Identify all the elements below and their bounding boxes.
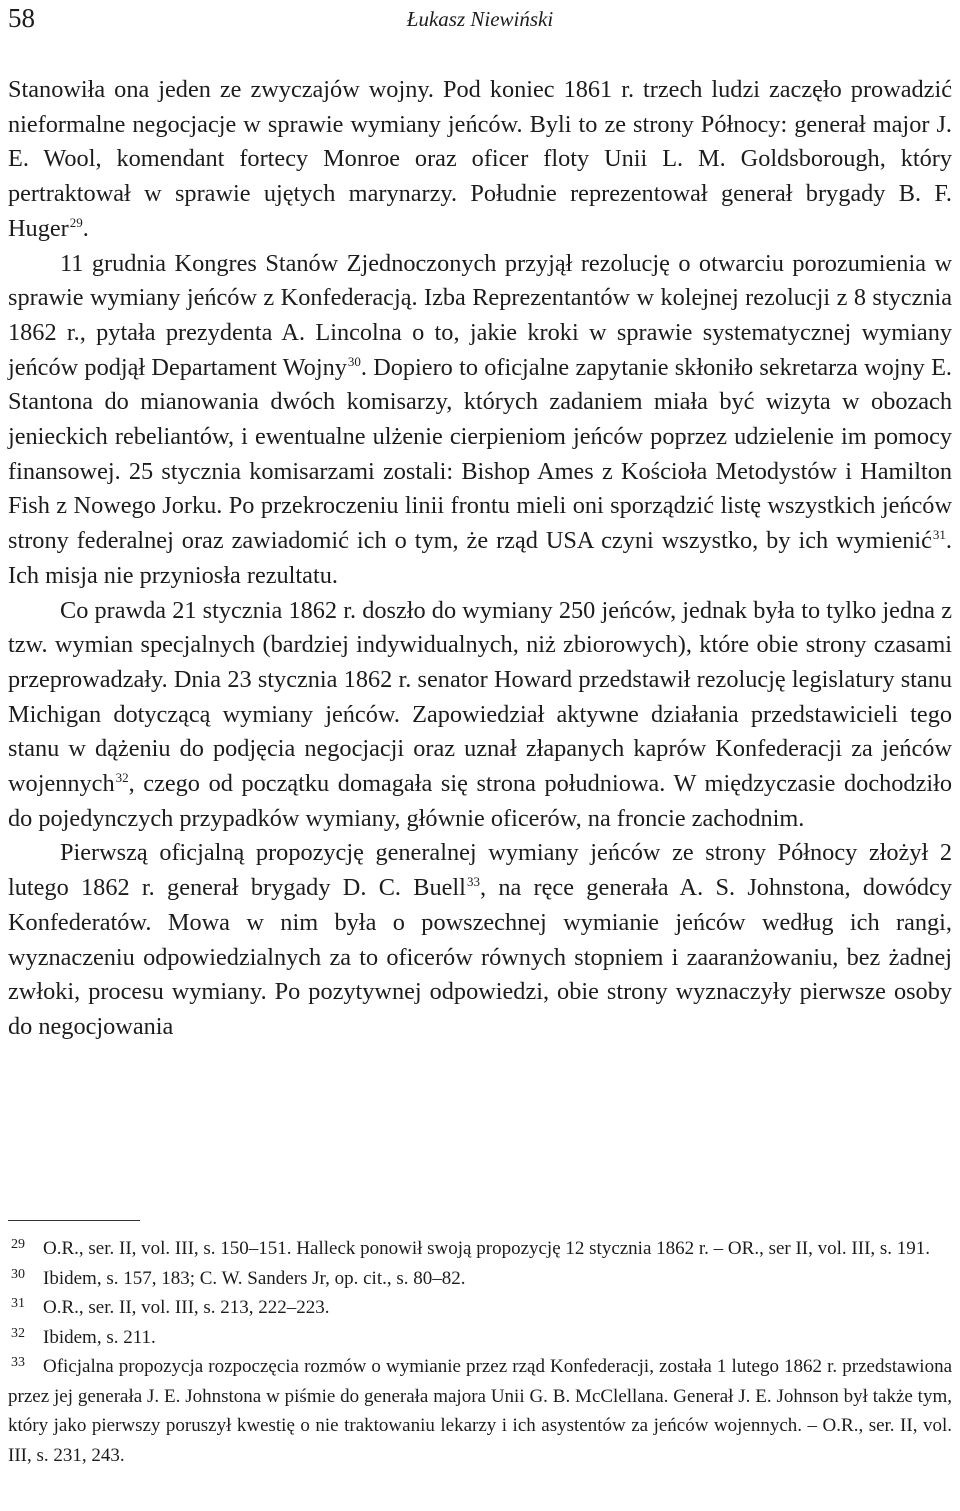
footnote-text: Ibidem, s. 211. (43, 1326, 156, 1348)
paragraph (8, 73, 952, 247)
page-header (8, 0, 952, 40)
text-run: Stanowiła ona jeden ze zwyczajów wojny. Pod koniec 1861 r. trzech ludzi zaczęło prowadzić nieformalne negocjacje w sprawie wymiany jeńców. Byli to ze strony Północy: generał major J. E. Wool, komendant fortecy Monroe oraz oficer floty Unii L. M. Goldsborough, który pertraktował w sprawie ujętych marynarzy. Południe reprezentował generał brygady B. F. Huger (8, 76, 952, 242)
footnote-reference: 29 (69, 214, 83, 230)
footnote: 30 Ibidem, s. 157, 183; C. W. Sanders Jr, op. cit., s. 80–82. (11, 1266, 466, 1289)
paragraph (8, 836, 952, 1044)
text-run: , na ręce generała A. S. Johnstona, dowódcy Konfederatów. Mowa w nim była o powszechnej wymianie jeńców według ich rangi, wyznaczeniu odpowiedzialnych za to oficerów równych stopniem i zaaranżowaniu, bez żadnej zwłoki, procesu wymiany. Po pozytywnej odpowiedzi, obie strony wyznaczyły pierwsze osoby do negocjowania (8, 874, 952, 1040)
page-number: 58 (8, 3, 35, 33)
footnote-reference: 30 (347, 353, 361, 369)
footnote: 29 O.R., ser. II, vol. III, s. 150–151. Halleck ponowił swoją propozycję 12 stycznia 1862 r. – OR., ser II, vol. III, s. 191. (11, 1237, 931, 1259)
text-run: . (82, 214, 89, 242)
footnote-text: Ibidem, s. 157, 183; C. W. Sanders Jr, op. cit., s. 80–82. (43, 1267, 466, 1289)
footnote-reference: 31 (932, 527, 946, 543)
text-run: Co prawda 21 stycznia 1862 r. doszło do wymiany 250 jeńców, jednak była to tylko jedna z tzw. wymian specjalnych (bardziej indywidualnych, niż zbiorowych), które obie strony czasami przeprowadzały. Dnia 23 stycznia 1862 r. senator Howard przedstawił rezolucję legislatury stanu Michigan dotyczącą wymiany jeńców. Zapowiedział aktywne działania przedstawicieli tego stanu w dążeniu do podjęcia negocjacji oraz uznał złapanych kaprów Konfederacji za jeńców wojennych (8, 596, 952, 798)
paragraph (8, 247, 952, 594)
footnote-reference: 32 (115, 770, 129, 786)
paragraph (8, 594, 952, 837)
text-run: 11 grudnia Kongres Stanów Zjednoczonych przyjął rezolucję o otwarciu porozumienia w sprawie wymiany jeńców z Konfederacją. Izba Reprezentantów w kolejnej rezolucji z 8 stycznia 1862 r., pytała prezydenta A. Lincolna o to, jakie kroki w sprawie systematycznej wymiany jeńców podjął Departament Wojny (8, 249, 952, 381)
footnotes (8, 1234, 952, 1470)
footnote-separator (8, 1220, 140, 1221)
text-run: , czego od początku domagała się strona południowa. W międzyczasie dochodziło do pojedynczych przypadków wymiany, głównie oficerów, na froncie zachodnim. (8, 770, 952, 832)
text-run: . Dopiero to oficjalne zapytanie skłoniło sekretarza wojny E. Stantona do mianowania dwóch komisarzy, których zadaniem miała być wizyta w obozach jenieckich rebeliantów, i ewentualne ulżenie cierpieniom jeńców poprzez udzielenie im pomocy finansowej. 25 stycznia komisarzami zostali: Bishop Ames z Kościoła Metodystów i Hamilton Fish z Nowego Jorku. Po przekroczeniu linii frontu mieli oni sporządzić listę wszystkich jeńców strony federalnej oraz zawiadomić ich o tym, że rząd USA czyni wszystko, by ich wymienić (8, 353, 952, 555)
footnote-text: O.R., ser. II, vol. III, s. 150–151. Halleck ponowił swoją propozycję 12 stycznia 1862 r. – OR., ser II, vol. III, s. 191. (43, 1238, 931, 1259)
running-head-author: Łukasz Niewiński (406, 7, 554, 31)
footnote: 32 Ibidem, s. 211. (11, 1325, 156, 1348)
footnote-text: Oficjalna propozycja rozpoczęcia rozmów o wymianie przez rząd Konfederacji, została 1 lutego 1862 r. przedstawiona przez jej generała J. E. Johnstona w piśmie do generała majora Unii G. B. McClellana. Generał J. E. Johnson był także tym, który jako pierwszy poruszył kwestię o nie traktowaniu lekarzy i ich asystentów za jeńców wojennych. – O.R., ser. II, vol. III, s. 231, 243. (8, 1356, 952, 1466)
text-run: Pierwszą oficjalną propozycję generalnej wymiany jeńców ze strony Północy złożył 2 lutego 1862 r. generał brygady D. C. Buell (8, 839, 952, 902)
footnote-reference: 33 (466, 874, 480, 890)
main-text (8, 73, 952, 1045)
footnote: 33 Oficjalna propozycja rozpoczęcia rozmów o wymianie przez rząd Konfederacji, została 1 lutego 1862 r. przedstawiona przez jej generała J. E. Johnstona w piśmie do generała majora Unii G. B. McClellana. Generał J. E. Johnson był także tym, który jako pierwszy poruszył kwestię o nie traktowaniu lekarzy i ich asystentów za jeńców wojennych. – O.R., ser. II, vol. III, s. 231, 243. (8, 1355, 952, 1466)
footnote-text: O.R., ser. II, vol. III, s. 213, 222–223. (43, 1297, 330, 1318)
text-run: . Ich misja nie przyniosła rezultatu. (8, 527, 952, 589)
footnote: 31 O.R., ser. II, vol. III, s. 213, 222–223. (11, 1296, 330, 1318)
